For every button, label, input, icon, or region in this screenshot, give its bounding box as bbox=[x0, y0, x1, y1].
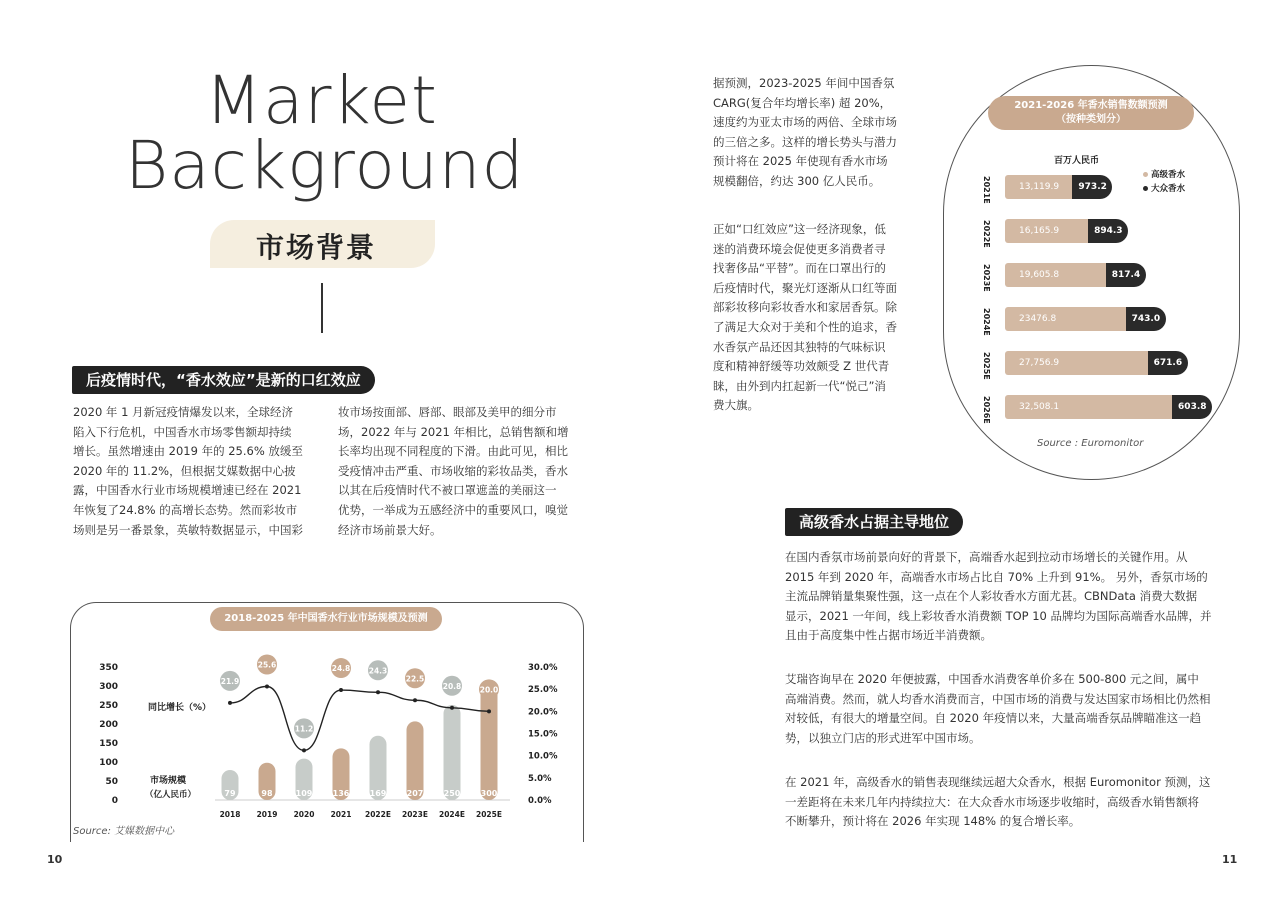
chart2-category-label: 2024E bbox=[982, 308, 991, 336]
right-b-line: 迷的消费环境会促使更多消费者寻 bbox=[713, 241, 886, 256]
growth-value-label: 25.6 bbox=[257, 660, 277, 670]
y2-tick-label: 5.0% bbox=[528, 773, 552, 784]
bar-value-label: 136 bbox=[332, 789, 350, 798]
right-top-para-b bbox=[713, 220, 913, 416]
x-tick-label: 2022E bbox=[365, 810, 391, 819]
x-tick-label: 2020 bbox=[293, 810, 315, 819]
growth-value-label: 22.5 bbox=[405, 674, 425, 684]
chart2-category-label: 2021E bbox=[982, 176, 991, 204]
para1-line: 在国内香氛市场前景向好的背景下，高端香水起到拉动市场增长的关键作用。从 bbox=[785, 550, 1188, 564]
right-b-line: 找奢侈品“平替”。而在口罩出行的 bbox=[713, 261, 886, 276]
bar-value-label: 98 bbox=[261, 789, 273, 798]
y2-tick-label: 30.0% bbox=[528, 663, 558, 673]
chart2-bar-premium: 32,508.1 bbox=[1005, 395, 1172, 419]
bar-value-label: 79 bbox=[224, 789, 236, 798]
y2-tick-label: 25.0% bbox=[528, 685, 558, 696]
col2-line: 受疫情冲击严重、市场收缩的彩妆品类，香水 bbox=[338, 463, 568, 478]
chart2-title-line2: （按种类划分） bbox=[1056, 114, 1126, 125]
chart2-title-line1: 2021-2026 年香水销售数额预测 bbox=[1014, 100, 1168, 111]
right-b-line: 睐，由外到内扛起新一代“悦己”消 bbox=[713, 378, 886, 393]
col1-line: 场则是另一番景象，英敏特数据显示，中国彩 bbox=[73, 522, 303, 537]
chart2-category-label: 2022E bbox=[982, 220, 991, 248]
section2-para1 bbox=[785, 548, 1225, 646]
right-a-line: 的三倍之多。这样的增长势头与潜力 bbox=[713, 134, 897, 149]
right-a-line: 速度约为亚太市场的两倍、全球市场 bbox=[713, 115, 897, 130]
chart2-bar-premium: 13,119.9 bbox=[1005, 175, 1072, 199]
legend-label-premium: 高级香水 bbox=[1150, 170, 1185, 180]
right-b-line: 后疫情时代，聚光灯逐渐从口红等面 bbox=[713, 280, 897, 295]
growth-point bbox=[302, 748, 306, 752]
chart2-bar-premium: 23476.8 bbox=[1005, 307, 1126, 331]
x-tick-label: 2023E bbox=[402, 810, 428, 819]
y-tick-label: 200 bbox=[99, 720, 118, 730]
col1-line: 2020 年 1 月新冠疫情爆发以来，全球经济 bbox=[73, 405, 294, 419]
growth-value-label: 24.3 bbox=[368, 666, 388, 676]
x-tick-label: 2021 bbox=[330, 810, 352, 819]
series-label-size-unit: （亿人民币） bbox=[145, 790, 197, 800]
para1-line: 主流品牌销量集聚性强，这一点在个人彩妆香水方面尤甚。CBNData 消费大数据 bbox=[785, 589, 1198, 604]
growth-point bbox=[487, 709, 491, 713]
growth-value-label: 21.9 bbox=[220, 676, 240, 686]
bar-2024E bbox=[444, 705, 461, 800]
y-tick-label: 300 bbox=[99, 682, 118, 692]
chart1-svg bbox=[70, 640, 590, 825]
para2-line: 艾瑞咨询早在 2020 年便披露，中国香水消费客单价多在 500-800 元之间，属中 bbox=[785, 672, 1199, 686]
right-b-line: 费大旗。 bbox=[713, 398, 759, 413]
y2-tick-label: 20.0% bbox=[528, 707, 558, 718]
right-b-line: 了满足大众对于美和个性的追求，香 bbox=[713, 319, 897, 334]
right-top-para-a bbox=[713, 74, 913, 192]
right-a-line: CARG(复合年均增长率) 超 20%， bbox=[713, 95, 892, 110]
right-b-line: 部彩妆移向彩妆香水和家居香氛。除 bbox=[713, 300, 897, 315]
col1-line: 露，中国香水行业市场规模增速已经在 2021 bbox=[73, 483, 302, 498]
y2-tick-label: 0.0% bbox=[528, 796, 552, 806]
bar-value-label: 250 bbox=[443, 789, 461, 798]
col2-line: 优势，一举成为五感经济中的重要风口，嗅觉 bbox=[338, 502, 568, 517]
page-number-left: 10 bbox=[47, 853, 63, 866]
para1-line: 且由于高度集中性占据市场近半消费额。 bbox=[785, 628, 992, 643]
chart2-bar-premium: 19,605.8 bbox=[1005, 263, 1106, 287]
right-b-line: 正如“口红效应”这一经济现象，低 bbox=[713, 222, 886, 236]
right-a-line: 规模翻倍，约达 300 亿人民币。 bbox=[713, 173, 881, 188]
legend-label-mass: 大众香水 bbox=[1150, 184, 1185, 194]
section2-para3 bbox=[785, 773, 1225, 832]
growth-value-label: 24.8 bbox=[331, 664, 351, 674]
chart2-bar-premium: 16,165.9 bbox=[1005, 219, 1088, 243]
chart2-bar-mass: 743.0 bbox=[1126, 307, 1166, 331]
y2-tick-label: 10.0% bbox=[528, 751, 558, 762]
para2-line: 对较低，有很大的增量空间。自 2020 年疫情以来，大量高端香氛品牌瞄准这一趋 bbox=[785, 711, 1202, 726]
x-tick-label: 2024E bbox=[439, 810, 465, 819]
x-tick-label: 2019 bbox=[256, 810, 278, 819]
growth-point bbox=[450, 706, 454, 710]
chart2-category-label: 2023E bbox=[982, 264, 991, 292]
bar-value-label: 169 bbox=[369, 789, 387, 798]
para2-line: 势，以独立门店的形式进军中国市场。 bbox=[785, 730, 981, 745]
growth-value-label: 20.8 bbox=[442, 681, 462, 691]
para1-line: 2015 年到 2020 年，高端香水市场占比自 70% 上升到 91%。 另外，香氛市场的 bbox=[785, 569, 1208, 584]
growth-point bbox=[413, 698, 417, 702]
y-tick-label: 350 bbox=[99, 663, 118, 673]
chart2-bar-mass: 894.3 bbox=[1088, 219, 1128, 243]
bar-value-label: 207 bbox=[406, 789, 424, 798]
right-b-line: 水香氛产品还因其独特的气味标识 bbox=[713, 339, 886, 354]
chart2-source: Source : Euromonitor bbox=[1037, 438, 1144, 449]
y-tick-label: 250 bbox=[99, 701, 118, 711]
col2-line: 长率均出现不同程度的下滑。由此可见，相比 bbox=[338, 444, 568, 459]
title-background: Background bbox=[125, 127, 525, 204]
chart2-bar-premium: 27,756.9 bbox=[1005, 351, 1148, 375]
chart1-source: Source: 艾媒数据中心 bbox=[73, 826, 175, 837]
y2-tick-label: 15.0% bbox=[528, 729, 558, 740]
col2-line: 经济市场前景大好。 bbox=[338, 522, 442, 537]
chart2-bar-mass: 603.8 bbox=[1172, 395, 1212, 419]
growth-point bbox=[265, 685, 269, 689]
col1-line: 陷入下行危机，中国香水市场零售额却持续 bbox=[73, 424, 292, 439]
bar-2025E bbox=[481, 686, 498, 800]
section1-col1 bbox=[73, 403, 303, 540]
chart2-bars bbox=[975, 170, 1207, 424]
growth-value-label: 11.2 bbox=[294, 724, 314, 734]
col2-line: 以其在后疫情时代不被口罩遮盖的美丽这一 bbox=[338, 483, 557, 498]
chart2-bar-mass: 817.4 bbox=[1106, 263, 1146, 287]
col2-line: 妆市场按面部、唇部、眼部及美甲的细分市 bbox=[338, 405, 557, 419]
series-label-size: 市场规模 bbox=[150, 776, 187, 786]
right-b-line: 度和精神舒缓等功效颇受 Z 世代青 bbox=[713, 359, 890, 374]
para1-line: 显示，2021 一年间，线上彩妆香水消费额 TOP 10 品牌均为国际高端香水品牌，并 bbox=[785, 608, 1212, 623]
growth-point bbox=[376, 690, 380, 694]
series-label-growth: 同比增长（%） bbox=[148, 703, 212, 713]
para3-line: 在 2021 年，高级香水的销售表现继续远超大众香水，根据 Euromonitor 预测，这 bbox=[785, 775, 1211, 789]
col1-line: 2020 年的 11.2%，但根据艾媒数据中心披 bbox=[73, 463, 296, 478]
para2-line: 高端消费。然而，就人均香水消费而言，中国市场的消费与发达国家市场相比仍然相 bbox=[785, 691, 1211, 706]
growth-point bbox=[228, 701, 232, 705]
section2-heading: 高级香水占据主导地位 bbox=[785, 508, 963, 536]
chart2-bar-mass: 671.6 bbox=[1148, 351, 1188, 375]
y-tick-label: 50 bbox=[105, 777, 118, 787]
para3-line: 不断攀升，预计将在 2026 年实现 148% 的复合增长率。 bbox=[785, 814, 1081, 829]
vertical-divider bbox=[321, 283, 323, 333]
bar-value-label: 300 bbox=[480, 789, 498, 798]
para3-line: 一差距将在未来几年内持续拉大：在大众香水市场逐步收缩时，高级香水销售额将 bbox=[785, 794, 1199, 809]
growth-point bbox=[339, 688, 343, 692]
chart2-unit: 百万人民币 bbox=[1054, 156, 1100, 166]
col1-line: 增长。虽然增速由 2019 年的 25.6% 放缓至 bbox=[73, 444, 303, 459]
bar-value-label: 109 bbox=[295, 789, 313, 798]
cn-page-title: 市场背景 bbox=[256, 231, 377, 264]
y-tick-label: 150 bbox=[99, 739, 118, 749]
col1-line: 年恢复了24.8% 的高增长态势。然而彩妆市 bbox=[73, 502, 298, 517]
y-tick-label: 0 bbox=[111, 796, 118, 806]
title-market: Market bbox=[205, 62, 438, 139]
chart2-title bbox=[988, 96, 1194, 130]
section1-col2 bbox=[338, 403, 570, 540]
section2-para2 bbox=[785, 670, 1225, 748]
chart2-bar-mass: 973.2 bbox=[1072, 175, 1112, 199]
chart2-category-label: 2026E bbox=[982, 396, 991, 424]
growth-value-label: 20.0 bbox=[479, 685, 499, 695]
page-number-right: 11 bbox=[1222, 853, 1238, 866]
section1-heading: 后疫情时代，“香水效应”是新的口红效应 bbox=[72, 366, 375, 394]
y-tick-label: 100 bbox=[99, 758, 118, 768]
x-tick-label: 2025E bbox=[476, 810, 502, 819]
right-a-line: 据预测，2023-2025 年间中国香氛 bbox=[713, 76, 895, 90]
chart2-category-label: 2025E bbox=[982, 352, 991, 380]
right-a-line: 预计将在 2025 年使现有香水市场 bbox=[713, 154, 888, 169]
chart1-title: 2018-2025 年中国香水行业市场规模及预测 bbox=[210, 607, 442, 631]
col2-line: 场，2022 年与 2021 年相比，总销售额和增 bbox=[338, 424, 569, 439]
x-tick-label: 2018 bbox=[219, 810, 241, 819]
